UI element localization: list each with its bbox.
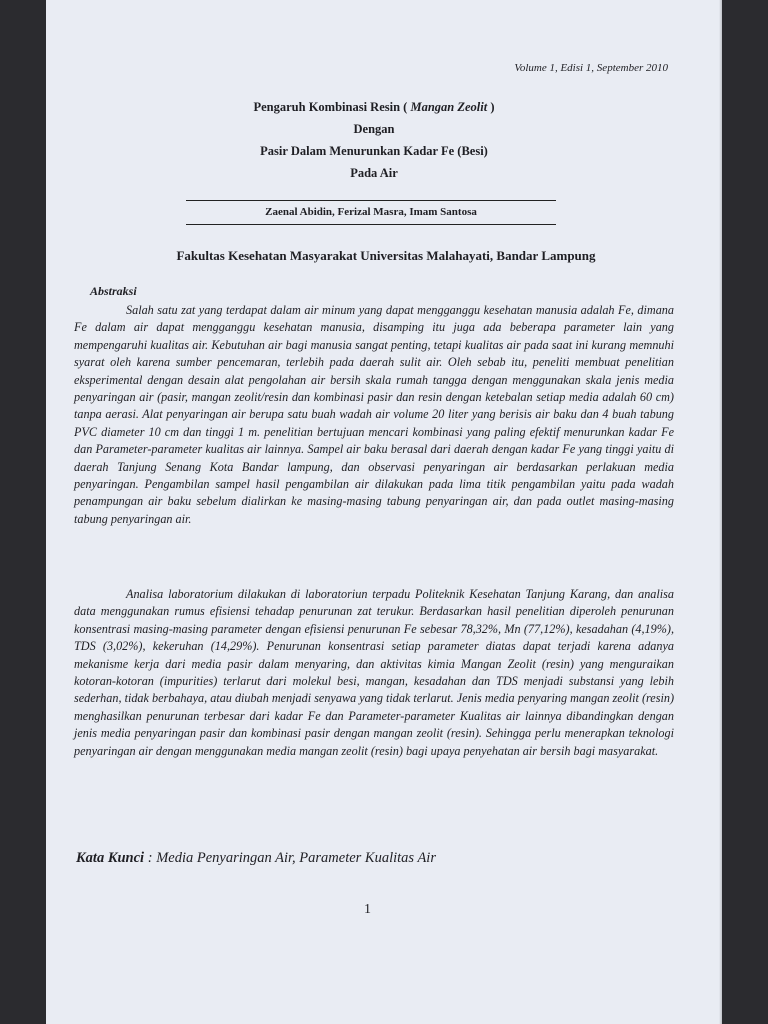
keywords-separator: :: [144, 850, 157, 866]
title-line-1-emphasis: Mangan Zeolit: [410, 100, 488, 114]
authors-rule-top: [186, 200, 556, 201]
title-line-1: [46, 96, 702, 118]
title-line-4: Pada Air: [350, 166, 398, 180]
paper-title: [46, 96, 702, 184]
title-line-3: Pasir Dalam Menurunkan Kadar Fe (Besi): [260, 144, 488, 158]
volume-header: Volume 1, Edisi 1, September 2010: [514, 62, 668, 74]
authors-rule-bottom: [186, 224, 556, 225]
page-edge-shadow: [719, 0, 722, 1024]
title-line-1-pre: Pengaruh Kombinasi Resin (: [253, 100, 411, 114]
page-number: 1: [364, 902, 371, 917]
keywords-label: Kata Kunci: [76, 850, 145, 866]
title-line-2: Dengan: [353, 122, 395, 136]
authors: Zaenal Abidin, Ferizal Masra, Imam Santosa: [265, 206, 477, 218]
document-page: [46, 0, 722, 1024]
abstract-paragraph-1: Salah satu zat yang terdapat dalam air minum yang dapat mengganggu kesehatan manusia adalah Fe, dimana Fe dalam air dapat mengganggu kesehatan manusia, disamping itu juga ada beberapa parameter lain yang mempengaruhi kualitas air. Kebutuhan air bagi manusia sangat penting, tetapi kualitas air pada saat ini kurang memnuhi syarat oleh karena sumber pencemaran, terlebih pada daerah sulit air. Oleh sebab itu, peneliti membuat penelitian eksperimental dengan desain alat pengolahan air bersih skala rumah tangga dengan menggunakan skala jenis media penyaringan air (pasir, mangan zeolit/resin dan kombinasi pasir dan resin dengan ketebalan setiap media adalah 60 cm) tanpa aerasi. Alat penyaringan air berupa satu buah wadah air volume 20 liter yang berisis air baku dan 4 buah tabung PVC diameter 10 cm dan tinggi 1 m. penelitian bertujuan mencari kombinasi yang paling efektif menurunkan kadar Fe dan Parameter-parameter kualitas air lainnya. Sampel air baku berasal dari daerah dengan kadar Fe yang tinggi yaitu di daerah Tanjung Senang Kota Bandar lampung, dan observasi penyaringan air berdasarkan perlakuan media penyaringan. Pengambilan sampel hasil pengambilan air dilakukan pada lima titik pengambilan yaitu pada wadah penampungan air baku sebelum dialirkan ke masing-masing tabung penyaringan air, dan pada outlet masing-masing tabung penyaringan air.: [74, 303, 674, 526]
affiliation: Fakultas Kesehatan Masyarakat Universitas Malahayati, Bandar Lampung: [176, 248, 596, 263]
keywords-text: Media Penyaringan Air, Parameter Kualitas Air: [156, 850, 436, 866]
keywords: [76, 850, 436, 867]
abstract-paragraph-2: Analisa laboratorium dilakukan di laboratoriun terpadu Politeknik Kesehatan Tanjung Karang, dan analisa data menggunakan rumus efisiensi tehadap penurunan zat terukur. Berdasarkan hasil penelitian diperoleh penurunan konsentrasi masing-masing parameter dengan efisiensi penurunan Fe sebesar 78,32%, Mn (77,12%), kesadahan (4,19%), TDS (3,02%), kekeruhan (14,29%). Penurunan konsentrasi setiap parameter diatas dapat terjadi karena adanya mekanisme kerja dari media pasir dalam menyaring, dan aktivitas kimia Mangan Zeolit (resin) yang menguraikan kotoran-kotoran (impurities) terlarut dari molekul besi, mangan, kesadahan dan TDS menjadi substansi yang lebih sederhan, tidak berbahaya, atau diubah menjadi senyawa yang tidak terlarut. Jenis media penyaring mangan zeolit (resin) menghasilkan penurunan terbesar dari kadar Fe dan Parameter-parameter Kualitas air lainnya dibandingkan dengan jenis media penyaringan pasir dan kombinasi pasir dengan mangan zeolit (resin). Sehingga perlu menerapkan teknologi penyaringan air dengan menggunakan media mangan zeolit (resin) bagi upaya penyehatan air bersih bagi masyarakat.: [74, 587, 674, 758]
title-line-1-post: ): [487, 100, 495, 114]
abstract-heading: Abstraksi: [90, 284, 137, 298]
